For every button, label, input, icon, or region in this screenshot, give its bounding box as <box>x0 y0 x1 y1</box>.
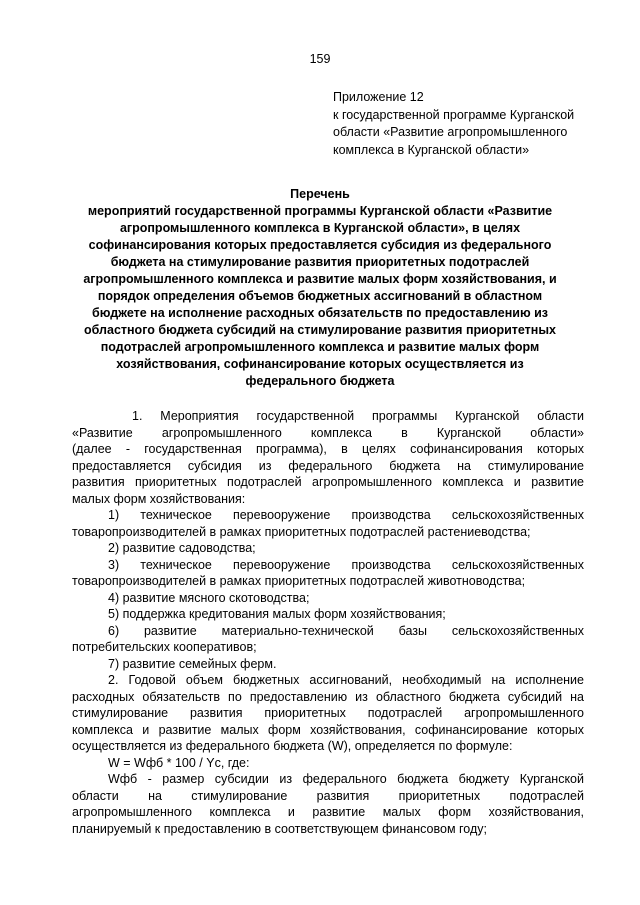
title-line: бюджета на стимулирование развития приоритетных подотраслей <box>110 255 530 269</box>
appendix-line: комплекса в Курганской области» <box>333 142 530 157</box>
title-line: агропромышленного комплекса и развитие малых форм хозяйствования, и <box>83 272 557 286</box>
title-line: агропромышленного комплекса в Курганской области», в целях <box>119 221 521 235</box>
body-line: развития приоритетных подотраслей агропромышленного комплекса и развитие <box>72 475 584 489</box>
body-line: потребительских кооперативов; <box>72 640 257 654</box>
title-line: порядок определения объемов бюджетных ассигнований в областном <box>97 289 543 303</box>
title-line: областного бюджета субсидий на стимулирование развития приоритетных <box>84 323 556 337</box>
body-line: области на стимулирование развития приоритетных подотраслей <box>72 788 584 803</box>
title-line: софинансирования которых предоставляется субсидия из федерального <box>88 238 552 252</box>
body-line: малых форм хозяйствования: <box>72 491 246 506</box>
list-item: 4) развитие мясного скотоводства; <box>108 590 310 605</box>
document-title <box>60 186 580 390</box>
list-item: 1) техническое перевооружение производства сельскохозяйственных <box>108 508 584 522</box>
list-item: 6) развитие материально-технической базы сельскохозяйственных <box>108 623 584 638</box>
body-line: «Развитие агропромышленного комплекса в Курганской области» <box>72 425 584 440</box>
title-line: Перечень <box>290 187 350 201</box>
list-item: 5) поддержка кредитования малых форм хозяйствования; <box>108 607 446 621</box>
appendix-line: области «Развитие агропромышленного <box>333 125 568 139</box>
title-line: федерального бюджета <box>245 374 395 388</box>
formula: W = Wфб * 100 / Yc, где: <box>108 755 250 770</box>
appendix-line: к государственной программе Курганской <box>333 107 575 122</box>
body-line: 1. Мероприятия государственной программы Курганской области <box>132 409 584 423</box>
body-line: предоставляется субсидия из федерального бюджета на стимулирование <box>72 458 584 473</box>
title-line: подотраслей агропромышленного комплекса и развитие малых форм <box>100 340 540 354</box>
body-line: комплекса и развитие малых форм хозяйствования, софинансирование которых <box>72 722 584 737</box>
list-item: 2) развитие садоводства; <box>108 541 256 555</box>
body-line: осуществляется из федерального бюджета (W), определяется по формуле: <box>72 739 513 753</box>
body-line: планируемый к предоставлению в соответствующем финансовом году; <box>72 821 487 836</box>
body-line: стимулирование развития приоритетных подотраслей агропромышленного <box>72 706 584 720</box>
body-line: (далее - государственная программа), в целях софинансирования которых <box>72 442 584 456</box>
paragraph-start: 2. Годовой объем бюджетных ассигнований, необходимый на исполнение <box>108 673 584 687</box>
document-body <box>72 408 584 837</box>
appendix-header <box>333 89 574 159</box>
body-line: товаропроизводителей в рамках приоритетных подотраслей животноводства; <box>72 574 526 588</box>
list-item: 3) техническое перевооружение производства сельскохозяйственных <box>108 557 584 572</box>
body-line: товаропроизводителей в рамках приоритетных подотраслей растениеводства; <box>72 524 531 539</box>
list-item: 7) развитие семейных ферм. <box>108 656 277 671</box>
paragraph-start: Wфб - размер субсидии из федерального бюджета бюджету Курганской <box>108 772 584 786</box>
body-line: агропромышленного комплекса и развитие малых форм хозяйствования, <box>72 805 584 819</box>
appendix-line: Приложение 12 <box>333 90 424 104</box>
title-line: хозяйствования, софинансирование которых осуществляется из <box>116 357 524 371</box>
title-line: бюджете на исполнение расходных обязательств по предоставлению из <box>91 306 549 320</box>
body-line: расходных обязательств по предоставлению из областного бюджета субсидий на <box>72 689 584 704</box>
title-line: мероприятий государственной программы Курганской области «Развитие <box>87 204 553 218</box>
page-number: 159 <box>309 52 331 66</box>
